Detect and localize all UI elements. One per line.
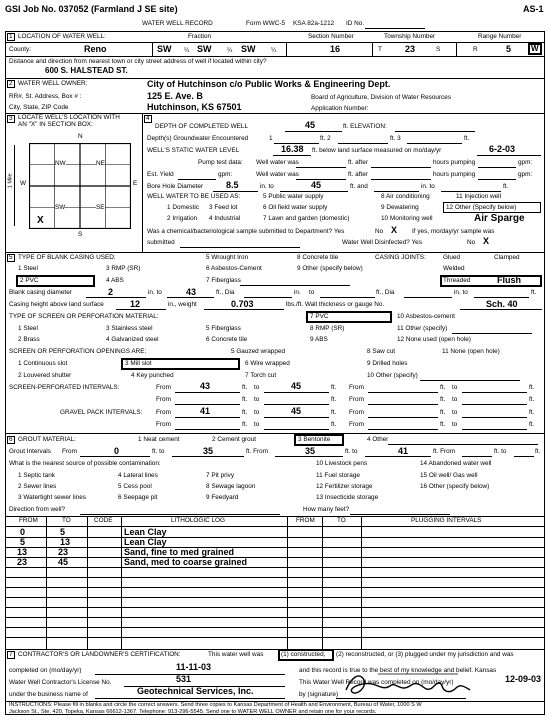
job-number: GSI Job No. 037052 (Farmland J SE site) bbox=[5, 4, 178, 14]
distance-label: Distance and direction from nearest town or city street address of well if located within city? bbox=[9, 58, 267, 65]
depth-label: DEPTH OF COMPLETED WELL bbox=[155, 123, 249, 130]
ksa: KSA 82a-1212 bbox=[293, 20, 335, 27]
log-header-to: TO bbox=[62, 517, 71, 524]
fraction-1: SW bbox=[157, 44, 172, 54]
log-row-desc: Sand, med to coarse grained bbox=[124, 557, 248, 567]
plug-header-from: FROM bbox=[296, 517, 315, 524]
gauge-value: Sch. 40 bbox=[486, 299, 518, 309]
casing-type-label: TYPE OF BLANK CASING USED: bbox=[18, 254, 116, 261]
log-row-desc: Lean Clay bbox=[124, 527, 167, 537]
screen-from: 43 bbox=[200, 381, 211, 391]
section-value: 16 bbox=[330, 44, 341, 54]
grout-from-1: 0 bbox=[114, 446, 120, 456]
log-row-to: 13 bbox=[60, 537, 71, 547]
mile-label: 1 Mile bbox=[7, 173, 14, 189]
chem-no-mark: X bbox=[391, 225, 398, 235]
locate-label-1: LOCATE WELL'S LOCATION WITH bbox=[18, 114, 120, 121]
gravel-to: 45 bbox=[291, 406, 302, 416]
application-label: Application Number: bbox=[311, 105, 369, 112]
form-number: Form WWC-5 bbox=[246, 20, 286, 27]
grout-to-1: 35 bbox=[203, 446, 214, 456]
fraction-3: SW bbox=[241, 44, 256, 54]
certification-label: CONTRACTOR'S OR LANDOWNER'S CERTIFICATION: bbox=[18, 651, 181, 658]
log-row-from: 13 bbox=[17, 547, 28, 557]
signature bbox=[338, 666, 478, 702]
casing-weight: 0.703 bbox=[231, 299, 254, 309]
screen-to: 45 bbox=[291, 381, 302, 391]
log-row-from: 5 bbox=[20, 537, 26, 547]
section-3-number: 3 bbox=[9, 115, 13, 122]
grout-to-2: 41 bbox=[398, 446, 409, 456]
city-label: City, State, ZIP Code bbox=[9, 104, 69, 111]
log-header-code: CODE bbox=[94, 517, 113, 524]
owner-label: WATER WELL OWNER: bbox=[18, 80, 88, 87]
section-4-number: 4 bbox=[146, 115, 150, 122]
record-date: 12-09-03 bbox=[505, 674, 542, 684]
form-title: WATER WELL RECORD bbox=[142, 20, 213, 27]
casing-height: 12 bbox=[130, 299, 141, 309]
depth-value: 45 bbox=[305, 120, 316, 130]
license-number: 531 bbox=[176, 674, 192, 684]
city-value: Hutchinson, KS 67501 bbox=[147, 102, 242, 112]
fraction-label: Fraction bbox=[188, 33, 212, 40]
location-label: LOCATION OF WATER WELL: bbox=[18, 33, 106, 40]
instructions-line-2: Jackson St., Ste. 420, Topeka, Kansas 66612-1367. Telephone: 913-296-5545. Send one to WATER WELL OWNER and retain one for your records. bbox=[9, 709, 377, 715]
other-use-value: Air Sparge bbox=[474, 213, 525, 224]
bore-diameter: 8.5 bbox=[226, 180, 239, 190]
township-number-label: Township Number bbox=[384, 33, 436, 40]
plug-header-intervals: PLUGGING INTERVALS bbox=[411, 517, 482, 524]
section-number-label: Section Number bbox=[308, 33, 354, 40]
range-number-label: Range Number bbox=[478, 33, 522, 40]
id-no-label: ID No. bbox=[346, 20, 365, 27]
section-6-number: 6 bbox=[9, 436, 13, 443]
log-row-desc: Lean Clay bbox=[124, 537, 167, 547]
township-value: 23 bbox=[405, 44, 416, 54]
completed-date: 11-11-03 bbox=[176, 662, 212, 672]
fraction-2: SW bbox=[197, 44, 212, 54]
street-label: RR#, St. Address, Box # : bbox=[9, 93, 82, 100]
range-value: 5 bbox=[506, 44, 512, 54]
log-header-lithologic: LITHOLOGIC LOG bbox=[171, 517, 225, 524]
static-level-value: 16.38 bbox=[281, 144, 304, 154]
static-level-date: 6-2-03 bbox=[489, 144, 516, 154]
well-location-mark: X bbox=[37, 215, 44, 226]
county-label: County: bbox=[9, 46, 32, 53]
log-row-to: 5 bbox=[60, 527, 66, 537]
log-row-from: 0 bbox=[20, 527, 26, 537]
log-header-from: FROM bbox=[19, 517, 38, 524]
log-row-from: 23 bbox=[17, 557, 28, 567]
use-label: WELL WATER TO BE USED AS: bbox=[147, 193, 241, 200]
plug-header-to: TO bbox=[337, 517, 346, 524]
grout-from-2: 35 bbox=[305, 446, 316, 456]
log-row-to: 23 bbox=[58, 547, 69, 557]
disinfected-no-mark: X bbox=[483, 236, 490, 246]
section-2-number: 2 bbox=[9, 80, 13, 87]
business-name: Geotechnical Services, Inc. bbox=[137, 686, 254, 696]
joint-type-value: Flush bbox=[497, 275, 521, 285]
page-code: AS-1 bbox=[523, 4, 544, 14]
log-row-desc: Sand, fine to med grained bbox=[124, 547, 235, 557]
section-1-number: 1 bbox=[9, 33, 13, 40]
section-grid bbox=[29, 143, 131, 229]
board-label: Board of Agriculture, Division of Water Resources bbox=[311, 94, 452, 101]
casing-diameter: 2 bbox=[108, 287, 114, 297]
static-level-label: WELL'S STATIC WATER LEVEL bbox=[147, 147, 240, 154]
bore-depth: 45 bbox=[311, 180, 322, 190]
county-value: Reno bbox=[84, 44, 107, 54]
gravel-from: 41 bbox=[200, 406, 211, 416]
street-value: 125 E. Ave. B bbox=[147, 91, 203, 101]
locate-label-2: AN "X" IN SECTION BOX: bbox=[18, 121, 93, 128]
section-7-number: 7 bbox=[9, 651, 13, 658]
section-5-number: 5 bbox=[9, 254, 13, 261]
address-value: 600 S. HALSTEAD ST. bbox=[45, 66, 128, 75]
instructions-line-1: INSTRUCTIONS: Please fill in blanks and circle the correct answers. Send three copies to Kansas Department of Health and Environment, Bureau of Water, 1000 S W bbox=[9, 702, 422, 708]
log-row-to: 45 bbox=[58, 557, 69, 567]
owner-value: City of Hutchinson c/o Public Works & Engineering Dept. bbox=[147, 79, 391, 89]
casing-depth: 43 bbox=[186, 287, 197, 297]
grout-label: GROUT MATERIAL: bbox=[18, 436, 76, 443]
groundwater-label: Depth(s) Groundwater Encountered bbox=[147, 135, 249, 142]
range-direction: W bbox=[531, 44, 539, 53]
